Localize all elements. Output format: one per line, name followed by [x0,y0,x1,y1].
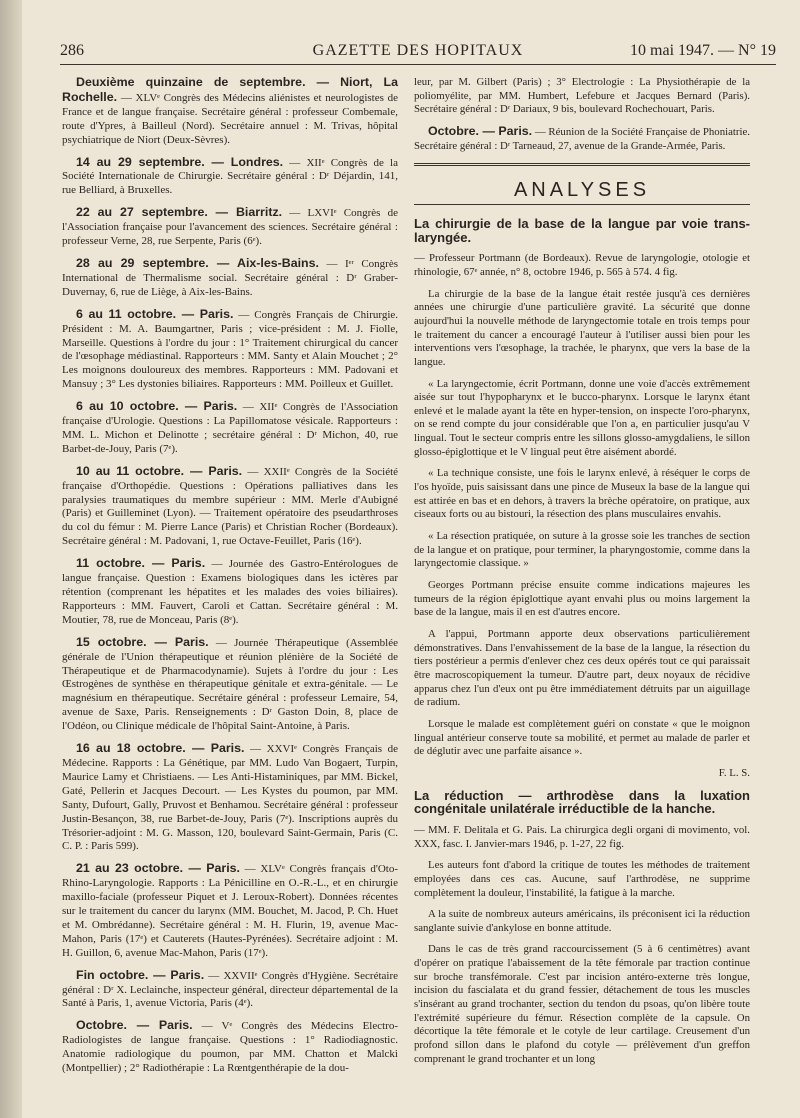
article-paragraph: « La technique consiste, une fois le larynx enlevé, à réséquer le corps de l'os hyoïde, puis saisissant dans une pince de Museux la base de la langue qui est attirée en bas et en dehors, à travers la brèche opératoire, on pratique, aux ciseaux forts ou au bistouri, la résection des plans musculaires envahis. [414,467,750,521]
article-title: La réduction — arthrodèse dans la luxation congénitale unilatérale irréductible de la hanche. [414,787,750,817]
article-reference: — Professeur Portmann (de Bordeaux). Revue de laryngologie, otologie et rhinologie, 67ᵉ année, n° 8, octobre 1946, p. 565 à 574. 4 fig. [414,252,750,278]
congress-entry: 6 au 10 octobre. — Paris. — XIIᵉ Congrès de l'Association française d'Urologie. Questions : La Papillomatose vésicale. Rapporteurs : MM. L. Michon et Delinotte ; secrétaire général : Dʳ Michon, 40, rue Barbet-de-Jouy, Paris (7ᵉ). [62,399,399,455]
congress-entry: 6 au 11 octobre. — Paris. — Congrès Français de Chirurgie. Président : M. A. Baumgartner, Paris ; vice-président : M. J. Fiolle, Marseille. Questions à l'ordre du jour : 1° Traitement chirurgical du cancer de l'œsophage médiastinal. Rapporteurs : MM. Santy et Alain Mouchet ; 2° Les moignons douloureux des membres. Rapporteurs : MM. Padovani et Mansuy ; 3° Les dystonies biliaires. Rapporteurs : MM. Poilleux et Guillet. [62,306,399,391]
section-title: ANALYSES [513,179,651,202]
congress-entry: 28 au 29 septembre. — Aix-les-Bains. — Iᵉʳ Congrès International de Thermalisme social. Secrétaire général : Dʳ Graber-Duvernay, 6, rue de Liège, à Aix-les-Bains. [62,255,398,298]
congress-entry: 16 au 18 octobre. — Paris. — XXVIᵉ Congrès Français de Médecine. Rapports : La Génétique, par MM. Ludo Van Bogaert, Turpin, Maurice Lamy et Christiaens. — Les Anti-Histaminiques, par MM. Bickel, Gaté, Pellerin et Jacques Decourt. — Les Kystes du poumon, par MM. Santy, Dufourt, Gally, Pruvost et Benhamou. Secrétaire général : professeur Justin-Besançon, 38, rue Barbet-de-Jouy, Paris (7ᵉ). Inscriptions auprès du Trésorier-adjoint : M. G. Masson, 120, boulevard Saint-Germain, Paris (C. C. P. : Paris 599). [62,741,399,853]
congress-entry: Octobre. — Paris. — Vᵉ Congrès des Médecins Electro-Radiologistes de langue française. Questions : 1° Radiodiagnostic. Anatomie radiologique du poumon, par MM. Chatton et Malcki (Montpellier) ; 2° Radiothérapie : La Rœntgenthérapie de la dou- [62,1018,398,1075]
article-paragraph: A la suite de nombreux auteurs américains, ils préconisent ici la réduction sanglante suivie d'ankylose en bonne attitude. [414,908,750,934]
left-column [62,76,398,1084]
congress-entry: 21 au 23 octobre. — Paris. — XLVᵉ Congrès français d'Oto-Rhino-Laryngologie. Rapports : La Pénicilline en O.-R.-L., et en chirurgie maxillo-faciale (professeur Piquet et J. Leroux-Robert). Données récentes sur le traitement du cancer du larynx (MM. Bouchet, M. Jacod, P. Ch. Huet et M. Ombrédanne). Secrétaire général : M. H. Flurin, 19, avenue Mac-Mahon, Paris (17ᵉ) et Cauterets (Hautes-Pyrénées). Secrétaire adjoint : M. H. Guillon, 6, avenue Mac-Mahon, Paris (17ᵉ). [62,861,398,959]
section-rule [414,163,750,166]
journal-title: GAZETTE DES HOPITAUX [312,42,524,59]
continued-entry: leur, par M. Gilbert (Paris) ; 3° Electrologie : La Physiothérapie de la poliomyélite, par MM. Humbert, Lefebure et Jacques Bernard (Paris). Secrétaire général : Dʳ Dariaux, 9 bis, boulevard Rochechouart, Paris. [414,76,750,116]
congress-entry: 10 au 11 octobre. — Paris. — XXIIᵉ Congrès de la Société française d'Orthopédie. Questions : Opérations palliatives dans les paralysies traumatiques du membre supérieur : MM. Merle d'Aubigné (Paris) et Guilleminet (Lyon). — Traitement opératoire des pseudarthroses du col du fémur : M. Pierre Lance (Paris) et Christian Rocher (Bordeaux). Secrétaire général : M. Padovani, 1, rue Octave-Feuillet, Paris (16ᵉ). [62,463,399,548]
congress-entry: 15 octobre. — Paris. — Journée Thérapeutique (Assemblée générale de l'Union thérapeutique et réunion plénière de la Société de Thérapeutique et de Pharmacodynamie). Sujets à l'ordre du jour : Les Œstrogènes de synthèse en thérapeutique génitale et extra-génitale. — Le magnésium en thérapeutique. Secrétaire général : professeur Lemaire, 54, avenue de Saxe, Paris. Renseignements : Dʳ Gaston Doin, 8, place de l'Odéon, ou Clinique médicale de l'hôpital Saint-Antoine, à Paris. [62,634,398,733]
article-paragraph: Les auteurs font d'abord la critique de toutes les méthodes de traitement employées dans ces cas. Aucune, sauf l'arthrodèse, ne supprime complètement la douleur, l'instabilité, la fatigue à la marche. [414,859,750,899]
page-header [60,42,776,64]
article-paragraph: « La laryngectomie, écrit Portmann, donne une voie d'accès extrêmement aisée sur tout l'hypopharynx et le bucco-pharynx. Lorsque le larynx étant enlevé et le malade ayant la tête en hyper-tension, on inspecte l'oro-pharynx, on se rend compte du jour considérable que l'on a, en particulier jusqu'au V lingual. Tout le secteur compris entre les sillons glosso-amygdaliens, le sillon glosso-épiglottique et le V lingual peut être aisément abordé. [414,377,750,458]
article-paragraph: A l'appui, Portmann apporte deux observations particulièrement démonstratives. Dans l'envahissement de la base de la langue, la résection du tiers postérieur a permis d'enlever chez ces deux opérés tout ce qui paraissait être macroscopiquement la tumeur. D'autre part, deux noyaux de récidive apparus chez l'un d'eux ont pu être immédiatement détruits par un aiguillage de radium. [414,628,750,709]
article-reference: — MM. F. Delitala et G. Pais. La chirurgica degli organi di movimento, vol. XXX, fasc. I. Janvier-mars 1946, p. 1-27, 22 fig. [414,823,750,850]
right-column [414,76,750,1074]
congress-entry: Octobre. — Paris. — Réunion de la Société Française de Phoniatrie. Secrétaire général : Dʳ Tarneaud, 27, avenue de la Grande-Armée, Paris. [414,123,750,152]
congress-entry: 14 au 29 septembre. — Londres. — XIIᵉ Congrès de la Société Internationale de Chirurgie. Secrétaire général : Dʳ Déjardin, 141, rue Belliard, à Bruxelles. [62,154,398,197]
header-rule [60,64,776,65]
congress-entry: 22 au 27 septembre. — Biarritz. — LXVIᵉ Congrès de l'Association française pour l'avancement des sciences. Secrétaire général : professeur Verne, 28, rue Serpente, Paris (6ᵉ). [62,205,398,248]
article-paragraph: « La résection pratiquée, on suture à la grosse soie les tranches de section de la langue et on pratique, pour terminer, la pharyngostomie, comme dans la laryngectomie classique. » [414,530,750,570]
issue-date: 10 mai 1947. — N° 19 [630,42,776,59]
congress-entry: Deuxième quinzaine de septembre. — Niort, La Rochelle. — XLVᵉ Congrès des Médecins aliénistes et neurologistes de France et de langue française. Secrétaire général : professeur Combemale, route d'Ypres, à Bailleul (Nord). Secrétaire annuel : M. Trivas, hôpital psychiatrique de Niort (Deux-Sèvres). [62,75,399,146]
congress-entry: 11 octobre. — Paris. — Journée des Gastro-Entérologues de langue française. Question : Examens biologiques dans les ictères par rétention (comprenant les hépatites et les malades des voies biliaires). Rapporteurs : MM. Fauvert, Caroli et Cattan. Secrétaire général : M. Moutier, 78, rue de Monceau, Paris (8ᵉ). [62,556,398,626]
article-paragraph: Lorsque le malade est complètement guéri on constate « que le moignon lingual antérieur conserve toute sa mobilité, et permet au malade de parler et de déglutir avec une parfaite aisance ». [414,717,750,758]
page-number: 286 [60,42,84,59]
congress-entry: Fin octobre. — Paris. — XXVIIᵉ Congrès d'Hygiène. Secrétaire général : Dʳ X. Leclainche, inspecteur général, directeur départemental de la Santé à Paris, 1, avenue Victoria, Paris (4ᵉ). [62,967,399,1010]
article-paragraph: Dans le cas de très grand raccourcissement (5 à 6 centimètres) avant d'opérer on pratique l'abaissement de la tête fémorale par traction continue sur broche transfémorale. C'est par incision antéro-externe très longue, incision du fascialata et du grand fessier, détachement de tous les muscles s'insérant au grand trochanter, section du tendon du psoas, qu'on libère toute l'extrémité supérieure du fémur. Résection complète de la capsule. On décortique la tête fémorale et le cotyle de leur cartilage. Creusement d'un profond sillon dans le plafond du cotyle — prélèvement d'un greffon comprenant le grand trochanter et un long [414,943,750,1065]
section-rule-bottom [414,204,750,205]
article-signature: F. L. S. [718,766,750,779]
article-title: La chirurgie de la base de la langue par voie trans-laryngée. [414,215,750,245]
article-paragraph: La chirurgie de la base de la langue était restée jusqu'à ces dernières années une chirurgie d'une particulière gravité. La sécurité que donne aujourd'hui la nouvelle méthode de laryngectomie totale en trois temps pour le traitement du cancer a encouragé l'auteur à l'utiliser aussi bien pour les interventions vers l'œsophage, la trachée, le pharynx, que vers la base de la langue. [414,287,750,368]
article-paragraph: Georges Portmann précise ensuite comme indications majeures les tumeurs de la région épiglottique ayant envahi plus ou moins largement la base de la langue, mais il en est d'autres encore. [414,579,750,619]
